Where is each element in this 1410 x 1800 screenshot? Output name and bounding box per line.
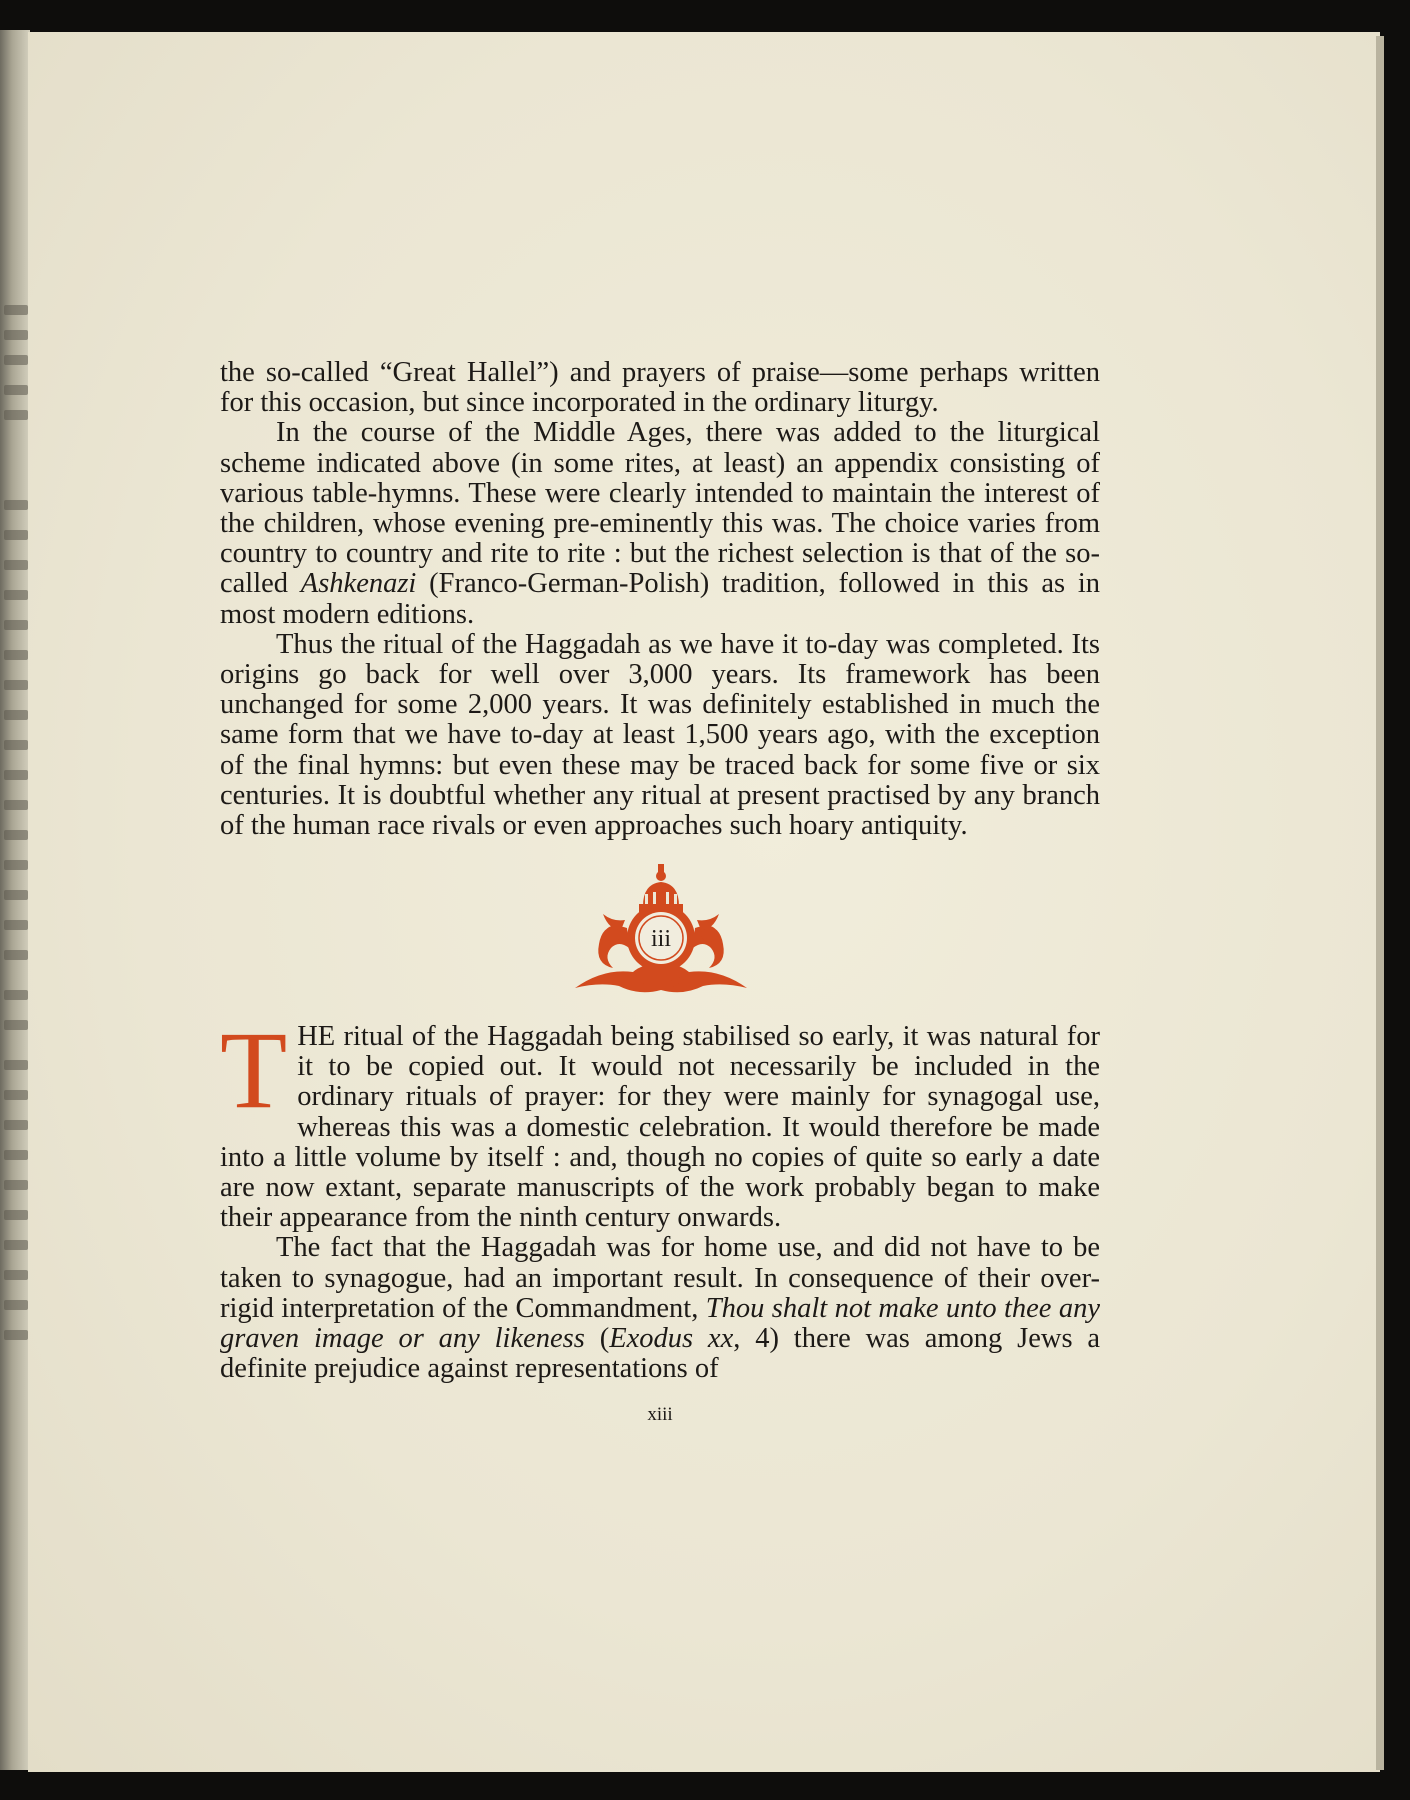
middle-ages-text: In the course of the Middle Ages, there was added to the liturgical scheme indicated above (in some rites, at least) an appendix consisting of various table-hymns. These were clearly intended to maintain the interest of the children, whose evening pre-eminently this was. The choice varies from country to country and rite to rite : but the richest selection is that of the so-called — [220, 417, 1100, 600]
section-numeral: iii — [650, 926, 671, 952]
paragraph-ritual-completed: Thus the ritual of the Haggadah as we have it to-day was completed. Its origins go back for well over 3,000 years. Its framework has been unchanged for some 2,000 years. It was definitely established in much the same form that we have to-day at least 1,500 years ago, with the exception of the final hymns: but even these may be traced back for some five or six centuries. It is doubtful whether any ritual at present practised by any branch of the human race rivals or even approaches such hoary antiquity. — [220, 628, 1100, 842]
commandment-quote: Thou shalt not make unto thee any graven image or any likeness — [220, 1292, 1101, 1355]
home-use-text: The fact that the Haggadah was for home use, and did not have to be taken to synagogue, had an important result. In consequence of their over-rigid interpretation of the Commandment, — [220, 1232, 1100, 1324]
section-text-block — [220, 1009, 1101, 1385]
book-page — [28, 32, 1380, 1772]
paragraph-home-use — [220, 1233, 1100, 1384]
ref-open: ( — [599, 1323, 610, 1355]
drop-cap-t: T — [220, 1009, 288, 1131]
ref-close: , 4) — [733, 1323, 779, 1355]
section-ornament — [573, 864, 749, 998]
stabilised-text: HE ritual of the Haggadah being stabilised so early, it was natural for it to be copied out. It would not necessarily be included in the ordinary rituals of prayer: for they were mainly for synagogal use, whereas this was a domestic celebration. It would therefore be made into a little volume by itself : and, though no copies of quite so early a date are now extant, separate manuscripts of the work probably began to make their appearance from the ninth century onwards. — [220, 1021, 1100, 1234]
exodus-reference: Exodus xx — [609, 1323, 734, 1355]
page-right-edge — [1376, 36, 1384, 1770]
home-use-tail: there was among Jews a definite prejudice against representations of — [220, 1323, 1101, 1385]
ashkenazi-italic: Ashkenazi — [300, 568, 417, 600]
top-text-block — [220, 358, 1100, 841]
facing-page-edge — [0, 30, 30, 1770]
paragraph-middle-ages — [220, 418, 1100, 629]
paragraph-ritual-stabilised — [220, 1009, 1100, 1234]
paragraph-great-hallel: the so-called “Great Hallel”) and prayers of praise—some perhaps written for this occasion, but since incorporated in the ordinary liturgy. — [220, 357, 1100, 419]
page-number: xiii — [647, 1404, 673, 1425]
middle-ages-tail: (Franco-German-Polish) tradition, followed in this as in most modern editions. — [220, 568, 1100, 630]
